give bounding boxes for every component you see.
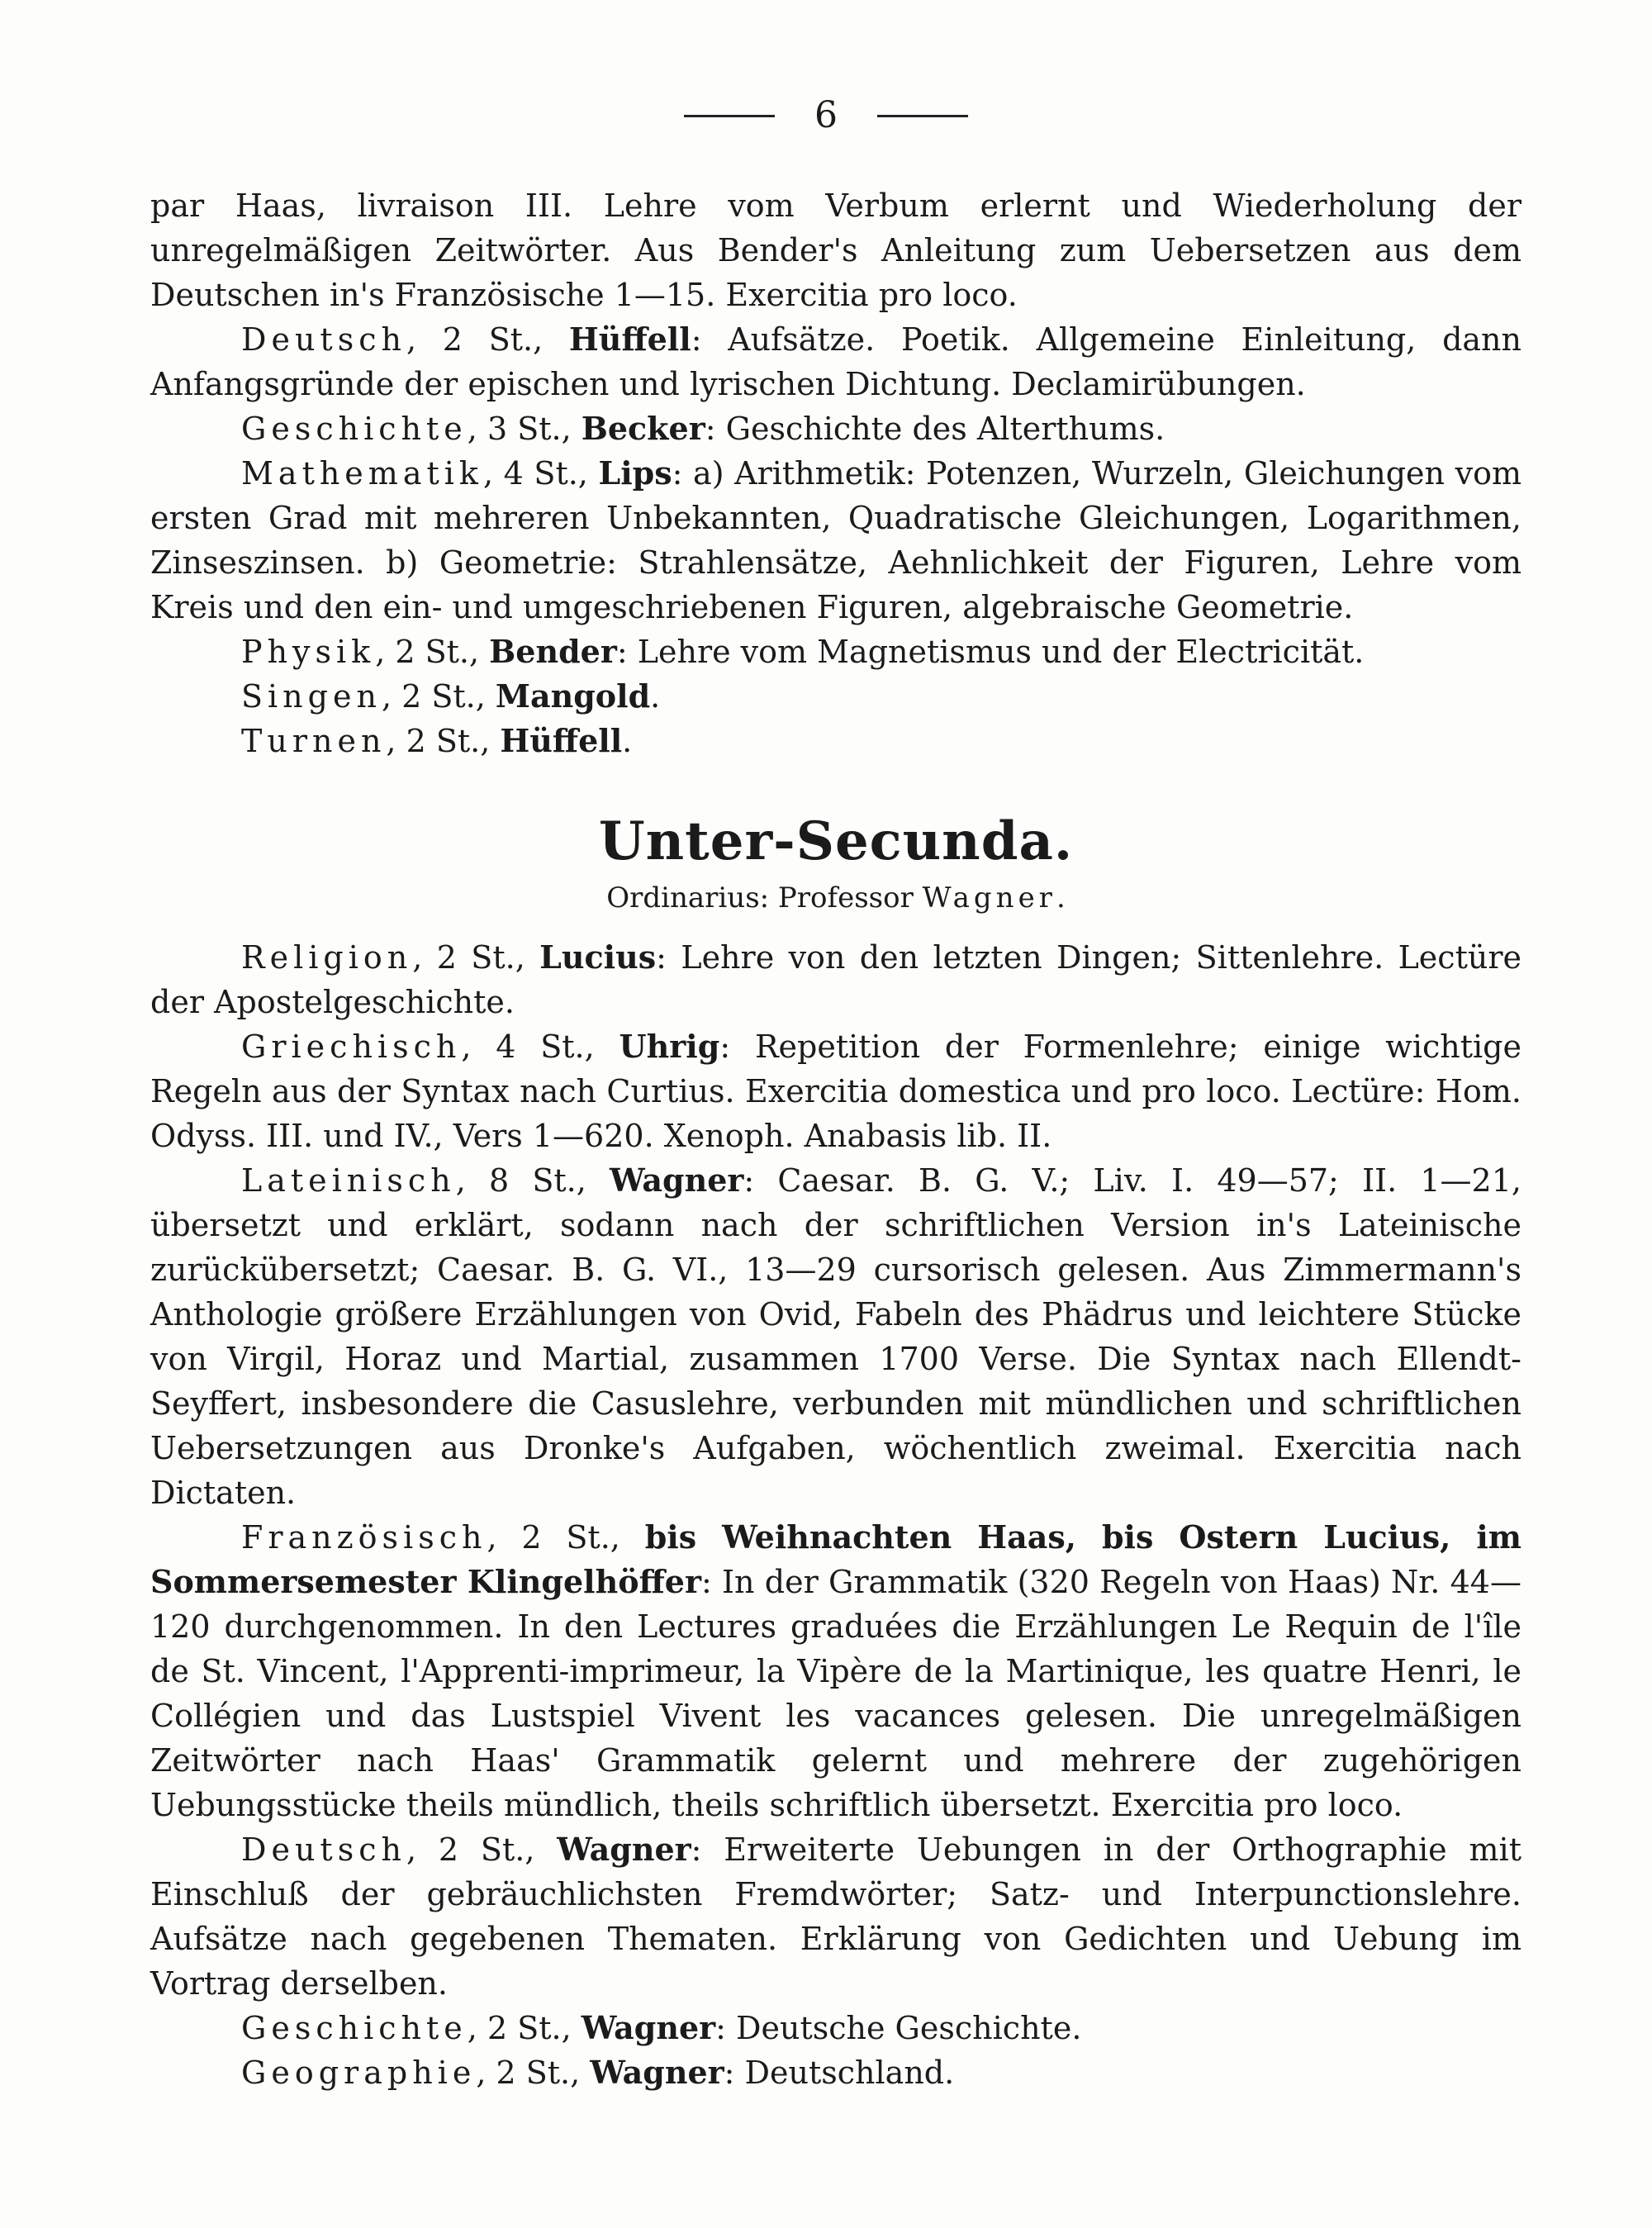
- subject-hours: , 2 St.,: [406, 1831, 558, 1868]
- teacher-name: Wagner: [557, 1831, 691, 1868]
- page-number: 6: [814, 94, 838, 136]
- section-title: Unter-Secunda.: [598, 810, 1074, 872]
- subject-hours: , 2 St.,: [375, 634, 490, 670]
- subject-hours: , 4 St.,: [482, 455, 599, 492]
- teacher-name: Wagner: [590, 2054, 724, 2091]
- subject-entry-geschichte-2: [150, 2006, 1521, 2050]
- subject-hours: , 2 St.,: [381, 678, 496, 715]
- subject-content: .: [622, 723, 633, 759]
- subject-entry-deutsch: [150, 317, 1521, 406]
- subject-name: Physik: [241, 634, 376, 670]
- teacher-name: Hüffell: [568, 321, 691, 358]
- subject-hours: , 3 St.,: [467, 411, 582, 447]
- page-body: [150, 183, 1521, 2095]
- subject-name: Turnen: [241, 723, 387, 759]
- subject-content: : Geschichte des Alterthums.: [705, 411, 1165, 447]
- subject-hours: , 4 St.,: [461, 1028, 620, 1065]
- subject-content: : Lehre von den letzten Dingen; Sittenlehre. Lectüre der Apostelgeschichte.: [150, 939, 1521, 1020]
- subject-content: : Aufsätze. Poetik. Allgemeine Einleitung, dann Anfangsgründe der epischen und lyrischen Dichtung. Declamirübungen.: [150, 321, 1521, 402]
- subject-hours: , 2 St.,: [467, 2010, 582, 2046]
- subject-entry-griechisch: [150, 1024, 1521, 1158]
- subject-content: : Caesar. B. G. V.; Liv. I. 49—57; II. 1—21, übersetzt und erklärt, sodann nach der schriftlichen Version in's Lateinische zurückübersetzt; Caesar. B. G. VI., 13—29 cursorisch gelesen. Aus Zimmermann's Anthologie größere Erzählungen von Ovid, Fabeln des Phädrus und leichtere Stücke von Virgil, Horaz und Martial, zusammen 1700 Verse. Die Syntax nach Ellendt-Seyffert, insbesondere die Casuslehre, verbunden mit mündlichen und schriftlichen Uebersetzungen aus Dronke's Aufgaben, wöchentlich zweimal. Exercitia nach Dictaten.: [150, 1162, 1521, 1511]
- teacher-name: Becker: [581, 410, 705, 447]
- ordinarius-line: [150, 877, 1521, 919]
- subject-hours: , 2 St.,: [476, 2055, 591, 2091]
- teacher-name: Hüffell: [500, 722, 623, 759]
- subject-name: Deutsch: [241, 321, 406, 358]
- subject-hours: , 2 St.,: [487, 1519, 645, 1556]
- page-header: [0, 94, 1652, 136]
- subject-name: Singen: [241, 678, 382, 715]
- teacher-name: Wagner: [610, 1162, 744, 1199]
- teacher-name: Bender: [489, 633, 617, 670]
- subject-entry-geographie: [150, 2050, 1521, 2095]
- teacher-name: Lucius: [539, 938, 657, 976]
- continued-paragraph: [150, 183, 1521, 317]
- subject-entry-mathematik: [150, 451, 1521, 629]
- subject-content: : Repetition der Formenlehre; einige wichtige Regeln aus der Syntax nach Curtius. Exercitia domestica und pro loco. Lectüre: Hom. Odyss. III. und IV., Vers 1—620. Xenoph. Anabasis lib. II.: [150, 1028, 1521, 1154]
- subject-name: Geschichte: [241, 2010, 468, 2046]
- ordinarius-label: Ordinarius: Professor: [606, 881, 923, 914]
- subject-content: : Deutschland.: [724, 2055, 955, 2091]
- header-rule-left: [684, 115, 775, 117]
- subject-content: : Lehre vom Magnetismus und der Electricität.: [616, 634, 1365, 670]
- subject-entry-lateinisch: [150, 1158, 1521, 1515]
- subject-content: .: [650, 678, 661, 715]
- header-rule-right: [877, 115, 968, 117]
- subject-content: : a) Arithmetik: Potenzen, Wurzeln, Gleichungen vom ersten Grad mit mehreren Unbekannten, Quadratische Gleichungen, Logarithmen, Zinseszinsen. b) Geometrie: Strahlensätze, Aehnlichkeit der Figuren, Lehre vom Kreis und den ein- und umgeschriebenen Figuren, algebraische Geometrie.: [150, 455, 1521, 625]
- subject-hours: , 2 St.,: [386, 723, 501, 759]
- ordinarius-end: .: [1056, 881, 1066, 914]
- subject-entry-physik: [150, 629, 1521, 674]
- subject-entry-religion: [150, 935, 1521, 1024]
- subject-content: : In der Grammatik (320 Regeln von Haas) Nr. 44—120 durchgenommen. In den Lectures graduées die Erzählungen Le Requin de l'île de St. Vincent, l'Apprenti-imprimeur, la Vipère de la Martinique, les quatre Henri, le Collégien und das Lustspiel Vivent les vacances gelesen. Die unregelmäßigen Zeitwörter nach Haas' Grammatik gelernt und mehrere der zugehörigen Uebungsstücke theils mündlich, theils schriftlich übersetzt. Exercitia pro loco.: [150, 1564, 1521, 1823]
- teacher-name: Wagner: [581, 2009, 716, 2046]
- subject-name: Geographie: [241, 2055, 477, 2091]
- subject-entry-singen: [150, 674, 1521, 719]
- subject-hours: , 2 St.,: [412, 939, 540, 976]
- subject-name: Mathematik: [241, 455, 483, 492]
- subject-content: : Erweiterte Uebungen in der Orthographie mit Einschluß der gebräuchlichsten Fremdwörter; Satz- und Interpunctionslehre. Aufsätze nach gegebenen Thematen. Erklärung von Gedichten und Uebung im Vortrag derselben.: [150, 1831, 1521, 2002]
- subject-name: Griechisch: [241, 1028, 462, 1065]
- paragraph-text: par Haas, livraison III. Lehre vom Verbum erlernt und Wiederholung der unregelmäßigen Zeitwörter. Aus Bender's Anleitung zum Uebersetzen aus dem Deutschen in's Französische 1—15. Exercitia pro loco.: [150, 188, 1521, 313]
- subject-name: Religion: [241, 939, 413, 976]
- subject-name: Deutsch: [241, 1831, 406, 1868]
- subject-entry-deutsch-2: [150, 1827, 1521, 2006]
- teacher-name: Uhrig: [619, 1028, 720, 1065]
- ordinarius-name: Wagner: [922, 881, 1056, 914]
- subject-name: Lateinisch: [241, 1162, 456, 1199]
- subject-entry-geschichte: [150, 406, 1521, 451]
- subject-hours: , 2 St.,: [406, 321, 569, 358]
- subject-hours: , 8 St.,: [455, 1162, 610, 1199]
- teacher-name: bis Weihnachten Haas, bis Ostern Lucius, im Sommersemester Klingelhöffer: [150, 1518, 1521, 1600]
- subject-entry-franzoesisch: [150, 1515, 1521, 1827]
- subject-name: Geschichte: [241, 411, 468, 447]
- teacher-name: Lips: [598, 454, 672, 492]
- subject-name: Französisch: [241, 1519, 487, 1556]
- teacher-name: Mangold: [495, 677, 651, 715]
- subject-content: : Deutsche Geschichte.: [715, 2010, 1082, 2046]
- subject-entry-turnen: [150, 719, 1521, 763]
